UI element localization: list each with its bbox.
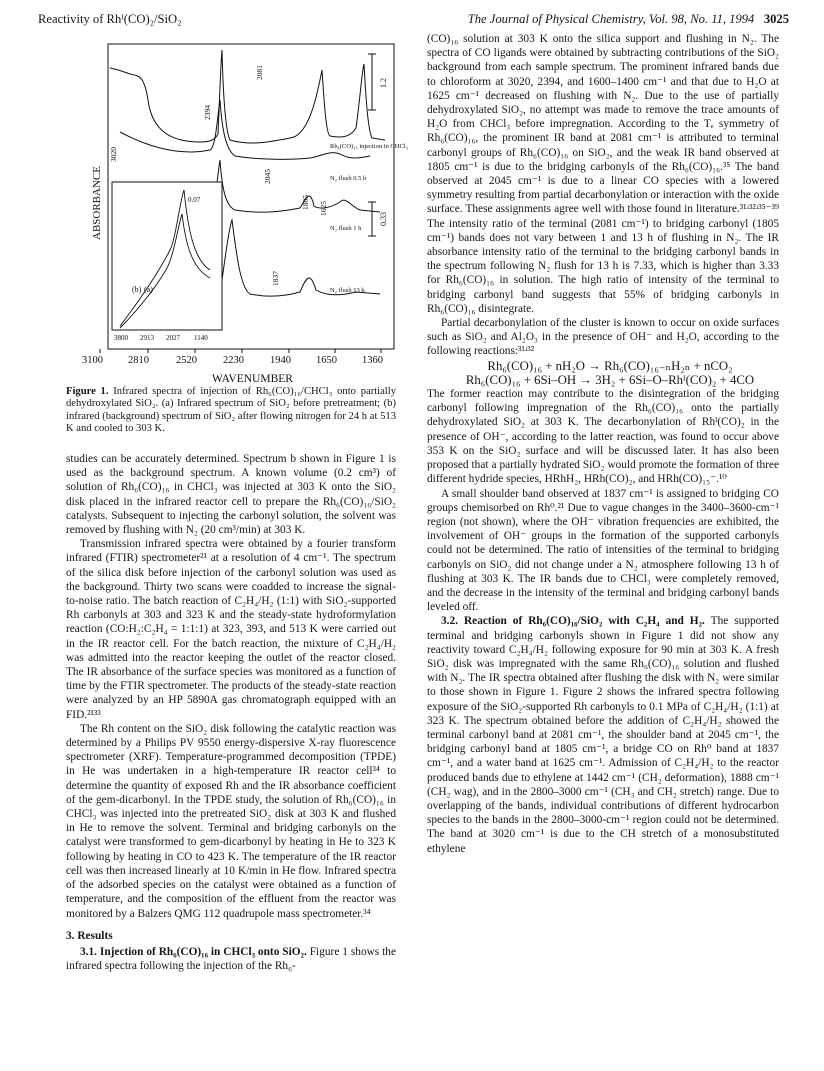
right-paragraph-4: A small shoulder band observed at 1837 cm⁻¹ is assigned to bridging CO groups chemisorbed on Rh⁰.²¹ Due to vague changes in the 3400–3600-cm⁻¹ region (not shown), where the OH⁻ vibration frequencies are exhibited, the involvement of OH⁻ groups in the formation of the supported carbonyls could not be determined. The ratio of intensities of the terminal to bridging carbonyls on SiO₂ did not change under a N₂ atmosphere following 13 h of flushing at 303 K. The IR bands due to CHCl₃ were completely removed, and the decrease in the intensity of the terminal and bridging carbonyl bands leveled off. — [427, 487, 779, 614]
subsection-32-text: The supported terminal and bridging carbonyls shown in Figure 1 did not show any reactivity toward C₂H₄/H₂ following exposure for 90 min at 303 K. A fresh SiO₂ disk was impregnated with the same Rh₆(CO)₁₆ solution and flushed with N₂. The IR spectra obtained after flushing the disk with N₂ were similar to those shown in Figure 1. Figure 2 shows the infrared spectra following exposure of the SiO₂-supported Rh carbonyls to 0.1 MPa of C₂H₄/H₂ (1:1) at 323 K. The spectrum obtained before the addition of C₂H₄/H₂ showed the terminal carbonyl band at 2081 cm⁻¹, the shoulder band at 2045 cm⁻¹, the bridging carbonyl band at 1805 cm⁻¹, a bridge CO on Rh⁰ band at 1837 cm⁻¹, and a water band at 1625 cm⁻¹. Admission of C₂H₄/H₂ to the reactor produced bands due to ethylene at 1442 cm⁻¹ (CH₂ deformation), 1888 cm⁻¹ (CH₂ wag), and in the 2800–3000 cm⁻¹ (CH₃ and CH₂ stretch) range. Due to overlapping of the bands, individual contributions of different hydrocarbon species to the bands in the 2800–3000-cm⁻¹ region could not be determined. The band at 3020 cm⁻¹ is due to the CH stretch of a monosubstituted ethylene — [427, 615, 779, 855]
svg-text:2027: 2027 — [166, 334, 180, 342]
right-paragraph-32 — [427, 614, 779, 855]
x-tick-3100: 3100 — [82, 355, 103, 366]
left-paragraph-2: Transmission infrared spectra were obtained by a fourier transform infrared (FTIR) spectrometer²¹ at a resolution of 4 cm⁻¹. The spectrum of the silica disk before injection of the carbonyl solution was used as the background. Thirty two scans were coadded to increase the signal-to-noise ratio. The batch reaction of C₂H₄/H₂ (1:1) with SiO₂-supported Rh carbonyls at 303 and 323 K and the steady-state hydroformylation reaction (CO:H₂:C₂H₄ = 1:1:1) at 323, 393, and 513 K were carried out in the IR reactor cell. For the batch reaction, the mixture of C₂H₄/H₂ was admitted into the reactor keeping the outlet of the reactor closed. The IR absorbance of the surface species was monitored as a function of time by the FTIR spectrometer. The products of the steady-state reaction were analyzed by an HP 5890A gas chromatograph equipped with an FID.²¹³³ — [66, 538, 396, 721]
x-tick-2230: 2230 — [223, 355, 244, 366]
equation-1: Rh₆(CO)₁₆ + nH₂O → Rh₆(CO)₁₆₋ₙH₂ₙ + nCO₂ — [487, 358, 733, 373]
curve-label-13h: N₂ flush 13 h — [330, 287, 365, 294]
peak-2394: 2394 — [203, 105, 212, 120]
peak-3020: 3020 — [109, 147, 118, 162]
caption-label: Figure 1. — [66, 386, 109, 397]
inset-tick-labels — [114, 334, 208, 342]
journal-citation — [468, 12, 789, 27]
curve-label-0.5h: N₂ flush 0.5 h — [330, 175, 367, 182]
left-paragraph-1: studies can be accurately determined. Spectrum b shown in Figure 1 is used as the background spectrum. A known volume (0.2 cm³) of solution of Rh₆(CO)₁₆ in CHCl₃ was injected at 303 K onto the SiO₂ disk placed in the infrared reactor cell to prepare the Rh₆(CO)₁₆/SiO₂ catalysts. Subsequent to injecting the carbonyl solution, the solvent was removed by flushing with N₂ (20 cm³/min) at 303 K. — [66, 453, 396, 537]
left-paragraph-3: The Rh content on the SiO₂ disk following the catalytic reaction was determined by a Philips PV 9550 energy-dispersive X-ray fluorescence spectrometer (XRF). Temperature-programmed decomposition (TPDE) in He was undertaken in a high-temperature IR reactor cell³⁴ to determine the quantity of exposed Rh and the IR absorbance coefficient of the gem-dicarbonyl. In the TPDE study, the solution of Rh₆(CO)₁₆ in CHCl₃ was injected into the pretreated SiO₂ disk at 303 K and flushed in He to remove the solvent. Terminal and bridging carbonyls on the catalyst were transformed to gem-dicarbonyl by heating in He to 323 K following by heating in CO to 423 K. The temperature of the IR reactor cell was then increased linearly at 10 K/min in He flow. Infrared spectra of the adsorbed species on the catalyst were obtained as a function of temperature, and the composition of the effluent from the reactor was monitored by a Balzers QMG 112 quadrupole mass spectrometer.³⁴ — [66, 722, 396, 920]
ir-spectra-plot — [60, 30, 408, 385]
peak-2081: 2081 — [255, 65, 264, 80]
peak-1625: 1625 — [319, 201, 328, 216]
left-paragraph-31 — [66, 945, 396, 973]
subsection-32-title: 3.2. Reaction of Rh₆(CO)₁₆/SiO₂ with C₂H₄ and H₂. — [441, 615, 705, 628]
curve-label-1h: N₂ flush 1 h — [330, 225, 362, 232]
scale-label-1: 1.2 — [379, 78, 388, 88]
curve-injection — [110, 50, 385, 143]
subsection-31-title: 3.1. Injection of Rh₆(CO)₁₆ in CHCl₃ onto SiO₂. — [80, 945, 307, 958]
section-heading-results: 3. Results — [66, 929, 113, 942]
y-axis-label: ABSORBANCE — [91, 166, 103, 240]
left-column — [66, 452, 396, 973]
curve-labels — [330, 143, 408, 294]
curve-flush-0.5h — [120, 100, 370, 159]
right-paragraph-2: Partial decarbonylation of the cluster is known to occur on oxide surfaces such as SiO₂ and Al₂O₃ in the presence of OH⁻ and H₂O, according to the following reactions:³¹ʴ³² — [427, 317, 779, 358]
equation-2: Rh₆(CO)₁₆ + 6Si–OH → 3H₂ + 6Si–O–Rhᴵ(CO)₂ + 4CO — [465, 372, 755, 387]
inset-label-b: (b) — [132, 285, 142, 294]
inset-label-a: (a) — [144, 285, 153, 294]
x-tick-2520: 2520 — [176, 355, 197, 366]
peak-1837: 1837 — [271, 271, 280, 286]
x-tick-labels — [82, 355, 383, 366]
peak-2045: 2045 — [263, 169, 272, 184]
svg-text:3800: 3800 — [114, 334, 128, 342]
figure-caption — [66, 386, 396, 436]
scale-label-2: 0.33 — [379, 212, 388, 226]
right-paragraph-1: (CO)₁₆ solution at 303 K onto the silica support and flushing in N₂. The spectra of CO ligands were obtained by subtracting contributions of the SiO₂ background from each sample spectrum. The prominent infrared bands due to chloroform at 3020, 2394, and 1600–1400 cm⁻¹ and that due to H₂O at 1625 cm⁻¹ decreased on flushing with N₂. Due to the use of partially dehydroxylated SiO₂, no attempt was made to remove the trace amounts of H₂O from CHCl₃ before impregnation. According to the Tₑ symmetry of Rh₆(CO)₁₆, the prominent IR band at 2081 cm⁻¹ is attributed to terminal carbonyl groups of Rh₆(CO)₁₆ on SiO₂, and the weak IR band observed at 1805 cm⁻¹ is due to the bridging carbonyls of the Rh₆(CO)₁₆.³⁵ The band observed at 2045 cm⁻¹ is due to a linear CO species with a lowered symmetry resulting from partial decarbonylation or interaction with the oxide surface. These assignments agree well with those found in literature.³¹ʴ³²ʴ³⁵⁻³⁹ The intensity ratio of the terminal (2081 cm⁻¹) to bridging carbonyl (1805 cm⁻¹) bands does not vary between 1 and 13 h of flushing in N₂. The IR absorbance intensity ratio of the terminal to the bridging carbonyl bands in the spectrum following N₂ flush for 13 h is 7.33, which is higher than 3.33 for Rh₆(CO)₁₆ in solution. The high ratio of intensity of the terminal to bridging carbonyl band suggests that 55% of bridging carbonyls in Rh₆(CO)₁₆ disintegrate. — [427, 33, 779, 315]
svg-text:1140: 1140 — [194, 334, 208, 342]
x-tick-1360: 1360 — [362, 355, 383, 366]
journal-name: The Journal of Physical Chemistry, Vol. 98, No. 11, 1994 — [467, 12, 755, 26]
x-ticks — [100, 349, 381, 353]
peak-1805: 1805 — [301, 195, 310, 210]
page-number: 3025 — [763, 12, 789, 26]
x-tick-2810: 2810 — [128, 355, 149, 366]
right-column — [427, 32, 779, 856]
subsection-31-text: Figure 1 shows the infrared spectra following the injection of the Rh₆- — [66, 945, 396, 973]
svg-text:2913: 2913 — [140, 334, 154, 342]
inset-peak-label: 0.07 — [188, 196, 201, 204]
curve-label-injection: Rh₆(CO)₁₆ injection in CHCl₃ — [330, 143, 408, 150]
running-head: Reactivity of Rhᴵ(CO)₂/SiO₂ — [38, 12, 182, 26]
caption-text: Infrared spectra of injection of Rh₆(CO)₁₆/CHCl₃ onto partially dehydroxylated SiO₂. (a) Infrared spectrum of SiO₂ before pretreatment; (b) infrared (background) spectrum of SiO₂ after flowing nitrogen for 24 h at 513 K and cooled to 303 K. — [66, 386, 396, 435]
x-tick-1940: 1940 — [270, 355, 291, 366]
x-axis-label: WAVENUMBER — [212, 373, 293, 385]
right-paragraph-3: The former reaction may contribute to the disintegration of the bridging carbonyl following impregnation of the Rh₆(CO)₁₆ onto the partially dehydroxylated SiO₂ at 303 K. The decarbonylation of Rhᴵ(CO)₂ in the presence of OH⁻, according to the latter reaction, was found to occur above 353 K on the SiO₂ surface and will be discussed later. It has also been proposed that a partially hydrated SiO₂ would promote the formation of three different hydride species, HRhH₂, HRh(CO)₂, and HRh(CO)₁₅⁻.¹⁰ — [427, 388, 779, 486]
x-tick-1650: 1650 — [316, 355, 337, 366]
